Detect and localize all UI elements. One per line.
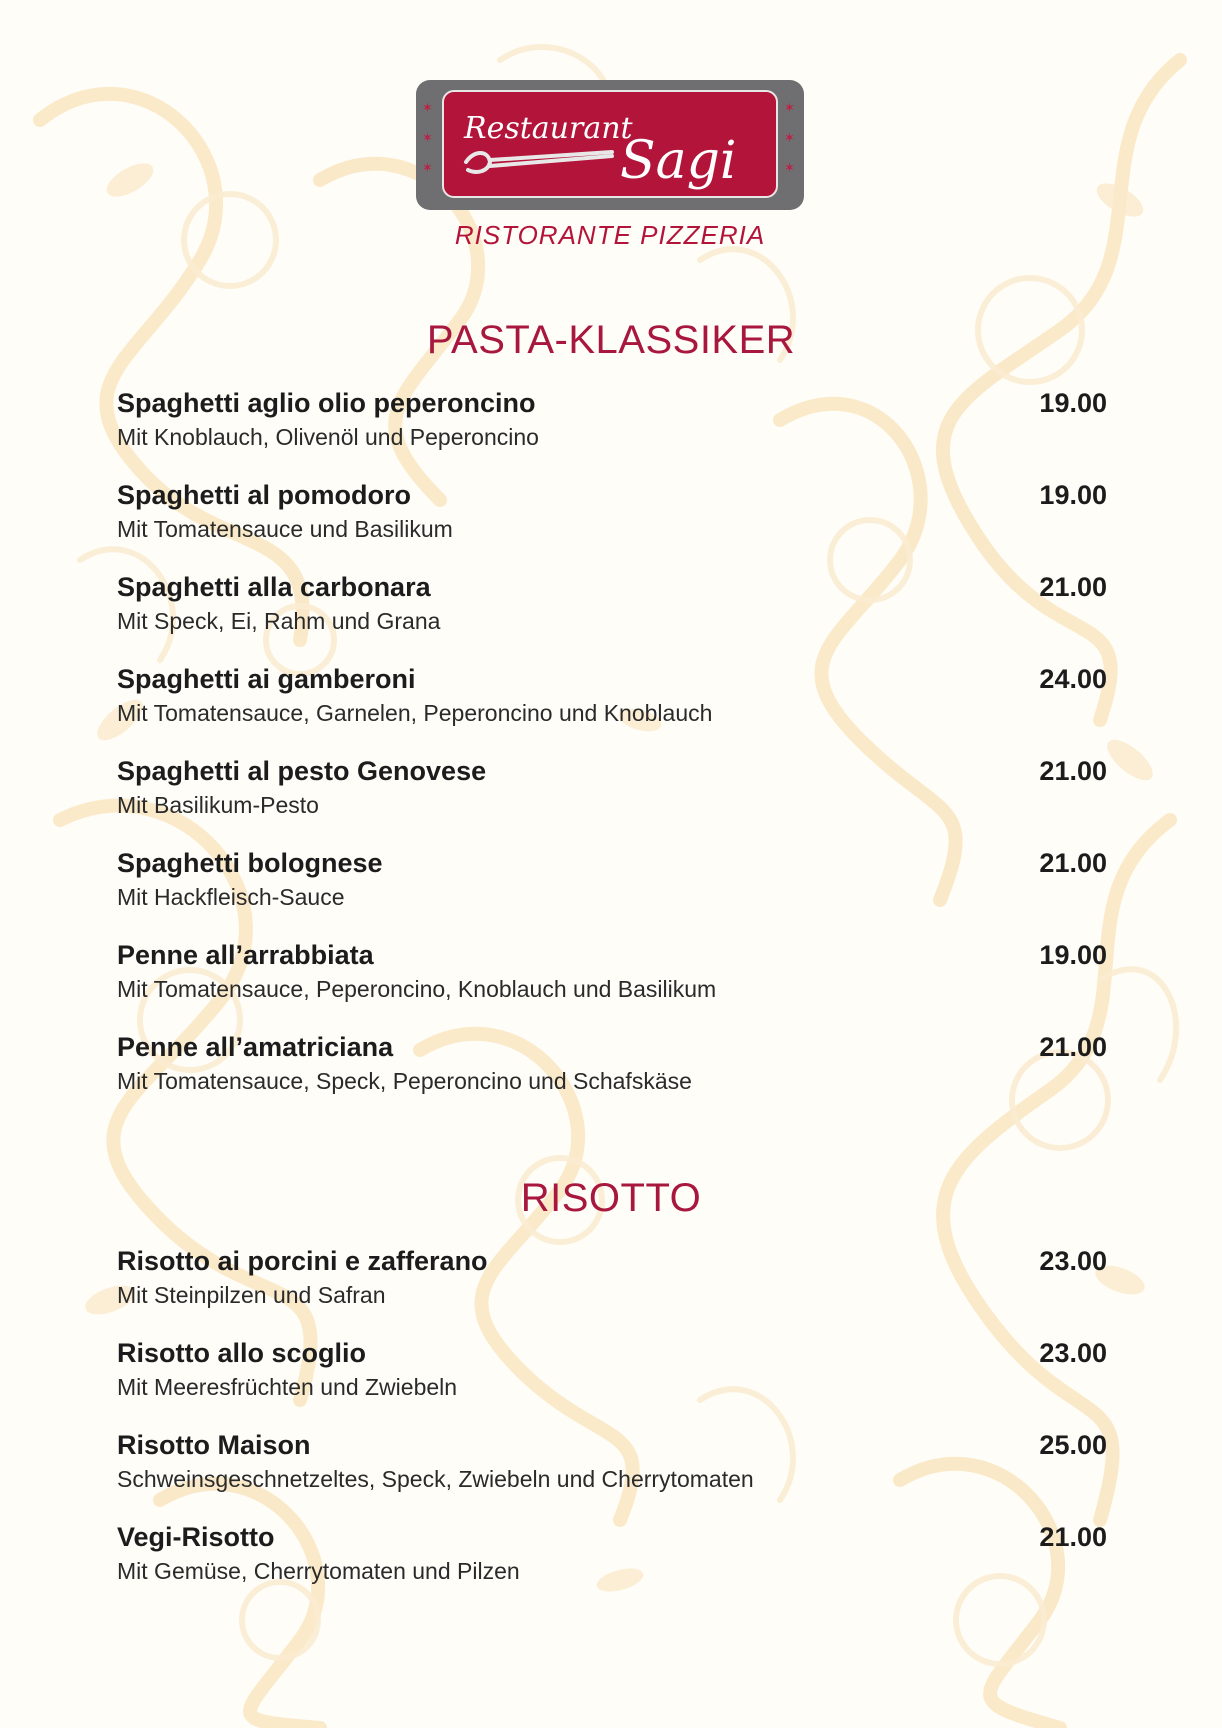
dish-price: 21.00 xyxy=(1039,756,1107,786)
dish-description: Mit Gemüse, Cherrytomaten und Pilzen xyxy=(117,1558,520,1584)
dish-description: Mit Speck, Ei, Rahm und Grana xyxy=(117,608,441,634)
logo-word-restaurant: Restaurant xyxy=(464,111,633,146)
section-title-pasta: PASTA-KLASSIKER xyxy=(426,318,796,362)
dish-name: Spaghetti al pesto Genovese xyxy=(117,756,487,786)
dish-price: 19.00 xyxy=(1039,480,1107,510)
star-icon: ✶ xyxy=(422,101,433,116)
dish-price: 25.00 xyxy=(1039,1430,1107,1460)
restaurant-logo xyxy=(416,80,804,250)
logo-tagline: RISTORANTE PIZZERIA xyxy=(454,220,766,250)
dish-name: Risotto allo scoglio xyxy=(117,1338,367,1368)
dish-description: Mit Basilikum-Pesto xyxy=(117,792,319,818)
logo-plate xyxy=(442,90,778,198)
dish-price: 21.00 xyxy=(1039,572,1107,602)
dish-price: 19.00 xyxy=(1039,388,1107,418)
dish-price: 19.00 xyxy=(1039,940,1107,970)
star-icon: ✶ xyxy=(422,131,433,146)
dish-description: Mit Steinpilzen und Safran xyxy=(117,1282,386,1308)
dish-description: Mit Tomatensauce, Peperoncino, Knoblauch und Basilikum xyxy=(117,976,717,1002)
dish-name: Spaghetti al pomodoro xyxy=(117,480,411,510)
section-title-risotto: RISOTTO xyxy=(520,1176,702,1220)
dish-name: Penne all’amatriciana xyxy=(117,1032,394,1062)
dish-description: Mit Tomatensauce, Garnelen, Peperoncino und Knoblauch xyxy=(117,700,713,726)
dish-price: 24.00 xyxy=(1039,664,1107,694)
dish-description: Mit Hackfleisch-Sauce xyxy=(117,884,345,910)
dish-description: Mit Tomatensauce und Basilikum xyxy=(117,516,453,542)
logo-word-sagi: Sagi xyxy=(620,131,737,191)
logo-script xyxy=(444,92,778,198)
saw-icon xyxy=(466,152,612,172)
dish-price: 23.00 xyxy=(1039,1338,1107,1368)
dish-description: Mit Tomatensauce, Speck, Peperoncino und Schafskäse xyxy=(117,1068,692,1094)
dish-name: Spaghetti aglio olio peperoncino xyxy=(117,388,536,418)
dish-name: Spaghetti ai gamberoni xyxy=(117,664,416,694)
star-icon: ✶ xyxy=(422,161,433,176)
dish-description: Schweinsgeschnetzeltes, Speck, Zwiebeln und Cherrytomaten xyxy=(117,1466,754,1492)
dish-name: Risotto ai porcini e zafferano xyxy=(117,1246,488,1276)
dish-name: Spaghetti bolognese xyxy=(117,848,383,878)
dish-name: Spaghetti alla carbonara xyxy=(117,572,431,602)
star-icon: ✶ xyxy=(784,131,795,146)
dish-description: Mit Knoblauch, Olivenöl und Peperoncino xyxy=(117,424,539,450)
dish-price: 21.00 xyxy=(1039,848,1107,878)
dish-name: Penne all’arrabbiata xyxy=(117,940,374,970)
dish-name: Risotto Maison xyxy=(117,1430,311,1460)
dish-description: Mit Meeresfrüchten und Zwiebeln xyxy=(117,1374,458,1400)
dish-name: Vegi-Risotto xyxy=(117,1522,275,1552)
star-icon: ✶ xyxy=(784,161,795,176)
dish-price: 21.00 xyxy=(1039,1032,1107,1062)
dish-price: 21.00 xyxy=(1039,1522,1107,1552)
dish-price: 23.00 xyxy=(1039,1246,1107,1276)
star-icon: ✶ xyxy=(784,101,795,116)
